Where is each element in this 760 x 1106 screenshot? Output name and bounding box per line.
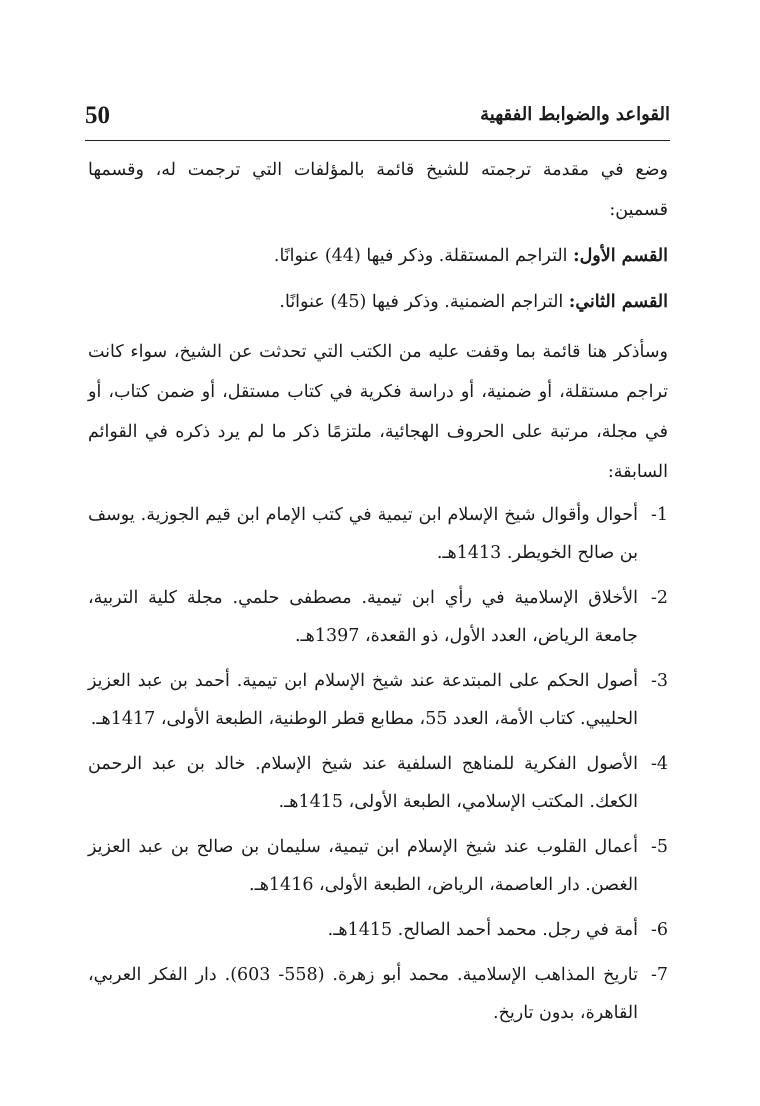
list-item bbox=[88, 742, 668, 821]
reference-list bbox=[88, 492, 668, 1032]
list-item bbox=[88, 908, 668, 949]
item-text: الأخلاق الإسلامية في رأي ابن تيمية. مصطفى حلمي. مجلة كلية التربية، جامعة الرياض، العدد الأول، ذو القعدة، 1397هـ. bbox=[88, 588, 638, 646]
item-text: تاريخ المذاهب الإسلامية. محمد أبو زهرة. (558- 603). دار الفكر العربي، القاهرة، بدون تاريخ. bbox=[88, 965, 638, 1023]
page-number: 50 bbox=[85, 102, 110, 129]
list-item bbox=[88, 659, 668, 738]
item-text: أصول الحكم على المبتدعة عند شيخ الإسلام ابن تيمية. أحمد بن عبد العزيز الحليبي. كتاب الأمة، العدد 55، مطابع قطر الوطنية، الطبعة الأولى، 1417هـ. bbox=[88, 671, 638, 729]
item-text: الأصول الفكرية للمناهج السلفية عند شيخ الإسلام. خالد بن عبد الرحمن الكعك. المكتب الإسلامي، الطبعة الأولى، 1415هـ. bbox=[88, 754, 638, 812]
item-number: 2- bbox=[650, 588, 668, 608]
section-text: التراجم المستقلة. وذكر فيها (44) عنوانًا. bbox=[273, 246, 568, 266]
item-text: أمة في رجل. محمد أحمد الصالح. 1415هـ. bbox=[327, 920, 638, 940]
section-label: القسم الثاني: bbox=[568, 292, 668, 312]
item-number: 5- bbox=[650, 837, 668, 857]
list-item bbox=[88, 953, 668, 1032]
intro-paragraph: وضع في مقدمة ترجمته للشيخ قائمة بالمؤلفات التي ترجمت له، وقسمها قسمين: bbox=[88, 160, 668, 220]
item-number: 6- bbox=[650, 920, 668, 940]
item-text: أعمال القلوب عند شيخ الإسلام ابن تيمية، سليمان بن صالح بن عبد العزيز الغصن. دار العاصمة، الرياض، الطبعة الأولى، 1416هـ. bbox=[88, 837, 638, 895]
item-number: 1- bbox=[650, 505, 668, 525]
item-number: 7- bbox=[650, 965, 668, 985]
page-body bbox=[88, 150, 668, 1032]
list-item bbox=[88, 576, 668, 655]
running-title: القواعد والضوابط الفقهية bbox=[480, 104, 670, 125]
list-item bbox=[88, 825, 668, 904]
section-first bbox=[88, 230, 668, 276]
list-item bbox=[88, 492, 668, 572]
item-number: 4- bbox=[650, 754, 668, 774]
list-intro-paragraph: وسأذكر هنا قائمة بما وقفت عليه من الكتب التي تحدثت عن الشيخ، سواء كانت تراجم مستقلة، أو ضمنية، أو دراسة فكرية في كتاب مستقل، أو ضمن كتاب، أو في مجلة، مرتبة على الحروف الهجائية، ملتزمًا ذكر ما لم يرد ذكره في القوائم السابقة: bbox=[88, 342, 668, 482]
page-header bbox=[85, 100, 670, 141]
section-text: التراجم الضمنية. وذكر فيها (45) عنوانًا. bbox=[279, 292, 564, 312]
item-text: أحوال وأقوال شيخ الإسلام ابن تيمية في كتب الإمام ابن قيم الجوزية. يوسف بن صالح الخويطر. 1413هـ. bbox=[88, 505, 638, 563]
section-label: القسم الأول: bbox=[573, 246, 668, 266]
section-second bbox=[88, 276, 668, 322]
item-number: 3- bbox=[650, 671, 668, 691]
